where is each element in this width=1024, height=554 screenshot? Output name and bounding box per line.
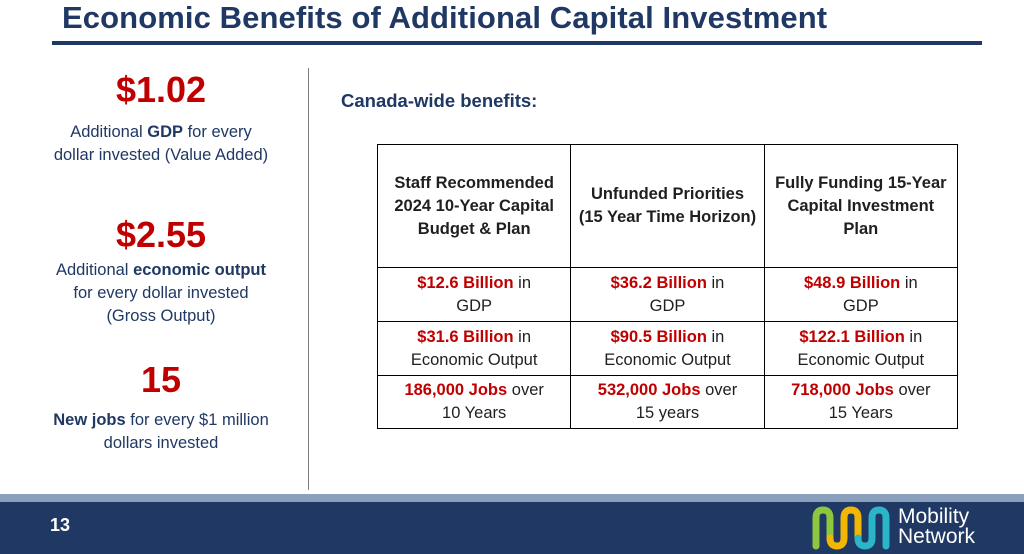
page-number: 13 (50, 515, 71, 535)
table-cell (378, 376, 571, 429)
table-cell (571, 376, 764, 429)
stat-economic-output (50, 215, 272, 328)
cell-highlight: $90.5 Billion (610, 327, 707, 346)
stat-desc-bold: economic output (133, 261, 266, 279)
title-underline (52, 41, 982, 45)
logo-line: Mobility (898, 505, 970, 528)
column-header: Staff Recommended 2024 10-Year Capital Budget & Plan (378, 145, 571, 268)
table-cell (378, 268, 571, 322)
cell-text: Economic Output (410, 350, 538, 369)
logo-wave-yellow (830, 510, 858, 546)
cell-highlight: 532,000 Jobs (597, 381, 701, 399)
stat-desc-text: Additional (70, 123, 148, 141)
table-cell (571, 322, 764, 376)
logo-mark-icon (812, 506, 892, 550)
cell-text: in (513, 327, 532, 346)
cell-text: in (900, 273, 918, 292)
stat-gdp (50, 70, 272, 167)
slide-title: Economic Benefits of Additional Capital Investment (62, 0, 828, 35)
cell-text: Economic Output (604, 350, 731, 369)
footer-stripe (0, 494, 1024, 502)
table-row (378, 268, 958, 322)
table-cell (764, 268, 957, 322)
stat-desc-bold: New jobs (53, 411, 126, 429)
cell-text: 15 years (635, 404, 700, 422)
cell-text: over (893, 381, 931, 399)
stat-description (50, 409, 272, 455)
stat-desc-bold: GDP (147, 123, 184, 141)
column-header: Unfunded Priorities (15 Year Time Horizon) (571, 145, 764, 268)
stat-jobs (50, 360, 272, 455)
cell-text: over (507, 381, 544, 399)
table-cell (764, 322, 957, 376)
stat-description (50, 259, 272, 328)
cell-text: in (513, 273, 532, 292)
stat-desc-text: Additional (56, 261, 134, 279)
table-cell (378, 322, 571, 376)
cell-text: 10 Years (442, 404, 507, 422)
section-subheading: Canada-wide benefits: (341, 90, 538, 111)
stat-value: $1.02 (115, 69, 207, 110)
logo-wave-teal (858, 510, 886, 546)
cell-highlight: $48.9 Billion (803, 273, 901, 292)
cell-text: GDP (649, 296, 686, 315)
cell-text: GDP (456, 296, 493, 315)
stat-description (50, 121, 272, 167)
stat-desc-text: for every $1 million dollars invested (103, 411, 269, 452)
cell-highlight: $36.2 Billion (610, 273, 707, 292)
cell-highlight: $12.6 Billion (417, 273, 514, 292)
stat-desc-text: for every dollar invested (Gross Output) (73, 284, 249, 325)
stat-value: $2.55 (115, 214, 207, 255)
column-header: Fully Funding 15-Year Capital Investment Plan (764, 145, 957, 268)
cell-text: Economic Output (797, 350, 925, 369)
table-cell (571, 268, 764, 322)
cell-highlight: 718,000 Jobs (791, 381, 894, 399)
logo-line: Network (898, 525, 976, 548)
vertical-divider (308, 68, 309, 490)
cell-text: GDP (842, 296, 879, 315)
stat-desc-text: for every dollar invested (Value Added) (53, 123, 269, 164)
table-header-row (378, 145, 958, 268)
cell-highlight: $31.6 Billion (417, 327, 514, 346)
cell-text: in (706, 273, 725, 292)
table-row (378, 322, 958, 376)
mobility-network-logo (812, 506, 992, 550)
benefits-table (377, 144, 958, 429)
cell-highlight: 186,000 Jobs (404, 381, 508, 399)
cell-text: 15 Years (828, 404, 893, 422)
table-cell (764, 376, 957, 429)
logo-wordmark (898, 507, 975, 547)
cell-text: over (700, 381, 738, 399)
cell-highlight: $122.1 Billion (799, 327, 905, 346)
stat-value: 15 (140, 359, 182, 400)
cell-text: in (706, 327, 725, 346)
cell-text: in (904, 327, 923, 346)
table-row (378, 376, 958, 429)
